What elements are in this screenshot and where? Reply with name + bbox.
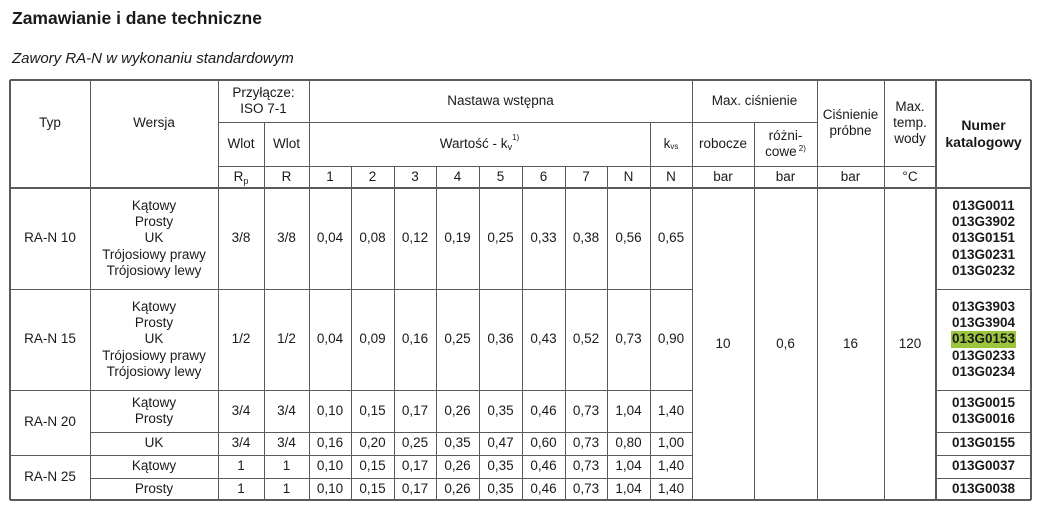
kv-text: 0,33: [530, 230, 557, 246]
unit-setting-4: [436, 166, 479, 188]
wlot-rp-value: [218, 188, 264, 289]
wlot-r-value: [264, 432, 309, 455]
kvs-text: 1,00: [657, 435, 685, 451]
kv-text: 0,73: [572, 402, 600, 418]
catalog-number: 013G0016: [951, 411, 1016, 426]
kv-text: 0,43: [530, 331, 557, 347]
version-label: Prosty: [134, 411, 174, 426]
kv-value-5: [479, 390, 522, 432]
kv-value-N: [607, 432, 650, 455]
kv-text: 0,16: [316, 435, 344, 451]
header-cisnienie-line2: próbne: [829, 123, 872, 138]
catalog-numbers-cell: [936, 390, 1031, 432]
catalog-numbers-cell: [936, 432, 1031, 455]
kvs-value: [650, 432, 692, 455]
unit-temp-label: °C: [902, 168, 918, 184]
version-label: Kątowy: [131, 198, 177, 214]
wlot-rp-text: 1: [237, 480, 245, 496]
catalog-number: 013G0037: [951, 458, 1016, 474]
kv-value-1: [309, 390, 351, 432]
kv-value-N: [607, 188, 650, 289]
kv-value-1: [309, 188, 351, 289]
kvs-text: 1,40: [657, 480, 685, 496]
wlot-r-value: [264, 289, 309, 390]
kv-text: 0,15: [359, 402, 386, 418]
catalog-numbers-cell: [936, 289, 1031, 390]
kv-text: 0,09: [359, 331, 386, 347]
header-wartosc-sub: v: [507, 141, 513, 152]
catalog-number: 013G3902: [951, 214, 1016, 230]
versions-cell: [90, 188, 218, 289]
catalog-number: 013G0038: [951, 480, 1016, 496]
header-wersja: [90, 80, 218, 166]
unit-setting-6: [522, 166, 565, 188]
kv-text: 0,04: [316, 331, 344, 347]
unit-setting-2: [351, 166, 394, 188]
kv-value-5: [479, 455, 522, 478]
kv-text: 1,04: [615, 402, 642, 418]
header-roznicowe-line1: różni-: [768, 127, 803, 143]
kvs-value: [650, 455, 692, 478]
kv-value-7: [565, 289, 607, 390]
unit-setting-label: 6: [539, 168, 548, 184]
header-wlot-rp-label: Wlot: [227, 135, 255, 151]
wlot-rp-value: [218, 432, 264, 455]
header-przylacze-line1: Przyłącze:: [232, 84, 295, 100]
kv-text: 0,25: [401, 435, 429, 451]
unit-setting-5: [479, 166, 522, 188]
kv-text: 0,73: [572, 480, 600, 496]
header-maxtemp-line3: wody: [894, 131, 926, 147]
kv-text: 0,46: [530, 458, 557, 474]
kv-value-7: [565, 478, 607, 500]
shared-temp: [884, 188, 936, 500]
header-przylacze-line2: ISO 7-1: [240, 101, 287, 116]
wlot-r-text: 1: [282, 480, 291, 496]
kv-text: 0,52: [572, 331, 600, 347]
kv-value-2: [351, 478, 394, 500]
unit-r-label: R: [281, 168, 292, 184]
catalog-number: 013G3904: [951, 315, 1016, 331]
shared-temp-value: 120: [898, 335, 922, 351]
kv-text: 0,25: [444, 331, 471, 347]
kv-text: 0,10: [316, 402, 344, 418]
version-label: Prosty: [134, 214, 174, 230]
unit-temp: [884, 166, 936, 188]
header-roznicowe-line2: [765, 144, 806, 160]
kv-value-6: [522, 188, 565, 289]
kv-text: 0,80: [615, 435, 642, 451]
catalog-number: 013G0234: [951, 363, 1016, 379]
kv-value-6: [522, 289, 565, 390]
kvs-value: [650, 188, 692, 289]
versions-cell: [90, 455, 218, 478]
kv-text: 0,26: [444, 402, 471, 418]
header-wartosc-kv: [309, 122, 650, 166]
version-label: Trójosiowy prawy: [102, 347, 206, 363]
header-nastawa-label: Nastawa wstępna: [447, 92, 554, 108]
kv-value-2: [351, 432, 394, 455]
header-wlot-r-label: Wlot: [273, 135, 300, 151]
kv-value-3: [394, 455, 436, 478]
kv-value-4: [436, 188, 479, 289]
typ-ra-n-15: [10, 289, 90, 390]
kv-value-7: [565, 188, 607, 289]
kv-value-6: [522, 478, 565, 500]
kv-text: 0,10: [316, 480, 344, 496]
kv-value-6: [522, 390, 565, 432]
versions-cell: [90, 390, 218, 432]
wlot-r-text: 3/4: [277, 435, 296, 451]
kv-value-N: [607, 289, 650, 390]
kv-text: 0,26: [444, 458, 471, 474]
header-maxtemp-line1: Max.: [895, 98, 925, 114]
unit-robocze: [692, 166, 754, 188]
kv-text: 0,20: [359, 435, 386, 451]
header-roznicowe: [754, 122, 817, 166]
header-nastawa: [309, 80, 692, 122]
typ-ra-n-25: [10, 455, 90, 500]
kv-value-5: [479, 432, 522, 455]
wlot-r-value: [264, 390, 309, 432]
kv-value-3: [394, 478, 436, 500]
header-max-cisnienie: [692, 80, 817, 122]
kv-value-3: [394, 289, 436, 390]
unit-setting-3: [394, 166, 436, 188]
wlot-rp-text: 1: [237, 458, 245, 474]
kv-value-1: [309, 432, 351, 455]
version-label: Kątowy: [131, 299, 177, 315]
kvs-text: 0,90: [657, 331, 685, 347]
kv-value-2: [351, 188, 394, 289]
unit-rp: [218, 166, 264, 188]
kv-value-6: [522, 432, 565, 455]
catalog-number: 013G0232: [951, 262, 1016, 278]
kv-text: 0,19: [444, 230, 471, 246]
kvs-text: 1,40: [657, 458, 685, 474]
table-subtitle: Zawory RA-N w wykonaniu standardowym: [12, 50, 294, 67]
kv-value-4: [436, 478, 479, 500]
version-label: Prosty: [134, 480, 174, 496]
kv-value-4: [436, 432, 479, 455]
header-roznicowe-word: cowe: [765, 144, 797, 159]
catalog-number: 013G0015: [951, 394, 1016, 410]
kv-value-3: [394, 188, 436, 289]
kv-value-5: [479, 289, 522, 390]
unit-setting-label: 4: [453, 168, 462, 184]
header-kvs-label: k: [663, 135, 671, 151]
kv-value-3: [394, 432, 436, 455]
unit-r: [264, 166, 309, 188]
kv-text: 0,47: [487, 435, 514, 451]
header-numer-line1: Numer: [961, 117, 1006, 134]
header-kvs-sub: vs: [670, 142, 679, 152]
header-robocze: [692, 122, 754, 166]
header-wlot-rp: [218, 122, 264, 166]
kv-value-N: [607, 478, 650, 500]
kv-text: 0,73: [572, 458, 600, 474]
shared-robocze: [692, 188, 754, 500]
catalog-numbers-cell: [936, 188, 1031, 289]
kv-text: 0,56: [615, 230, 642, 246]
unit-rp-label: R: [233, 168, 244, 184]
unit-kvs: [650, 166, 692, 188]
page-title: Zamawianie i dane techniczne: [12, 8, 262, 28]
kv-text: 0,60: [530, 435, 557, 451]
kv-text: 0,26: [444, 480, 471, 496]
header-wlot-r: [264, 122, 309, 166]
unit-setting-label: 3: [411, 168, 419, 184]
wlot-rp-text: 3/8: [231, 230, 251, 246]
catalog-numbers-cell: [936, 455, 1031, 478]
kv-text: 0,16: [401, 331, 429, 347]
unit-setting-7: [565, 166, 607, 188]
kv-value-N: [607, 455, 650, 478]
catalog-number: 013G0011: [952, 198, 1015, 214]
kv-value-4: [436, 289, 479, 390]
wlot-rp-value: [218, 455, 264, 478]
unit-kvs-label: N: [666, 168, 676, 184]
kv-value-4: [436, 455, 479, 478]
wlot-r-text: 1/2: [277, 331, 296, 347]
kv-text: 0,15: [359, 458, 386, 474]
header-kvs: [650, 122, 692, 166]
header-max-temp: [884, 80, 936, 166]
wlot-rp-text: 1/2: [231, 331, 251, 347]
wlot-rp-value: [218, 390, 264, 432]
versions-cell: [90, 478, 218, 500]
kv-text: 0,35: [487, 402, 514, 418]
unit-cisnienie-label: bar: [840, 168, 861, 184]
unit-cisnienie: [817, 166, 884, 188]
kvs-value: [650, 390, 692, 432]
wlot-r-text: 3/8: [277, 230, 296, 246]
unit-setting-N: [607, 166, 650, 188]
kv-value-2: [351, 455, 394, 478]
versions-cell: [90, 432, 218, 455]
kv-text: 0,17: [401, 458, 429, 474]
header-robocze-label: robocze: [698, 135, 748, 151]
version-label: Kątowy: [131, 394, 177, 410]
kv-text: 0,15: [359, 480, 386, 496]
version-label: UK: [144, 331, 164, 347]
catalog-number: 013G0155: [951, 435, 1016, 451]
catalog-number: 013G0231: [951, 246, 1016, 262]
kv-text: 0,04: [316, 230, 344, 246]
shared-roznicowe-value: 0,6: [776, 335, 795, 351]
unit-setting-label: 1: [326, 168, 334, 184]
kv-text: 0,10: [316, 458, 344, 474]
kv-text: 0,73: [572, 435, 600, 451]
catalog-number: 013G3903: [951, 299, 1016, 315]
typ-label: RA-N 10: [24, 230, 76, 246]
kv-value-5: [479, 478, 522, 500]
kv-value-4: [436, 390, 479, 432]
kv-text: 0,46: [530, 480, 557, 496]
catalog-numbers-cell: [936, 478, 1031, 500]
header-maxtemp-line2: temp.: [893, 114, 927, 130]
kvs-value: [650, 289, 692, 390]
wlot-rp-value: [218, 478, 264, 500]
catalog-number: 013G0151: [951, 230, 1016, 246]
kv-value-3: [394, 390, 436, 432]
kv-text: 0,25: [487, 230, 514, 246]
typ-label: RA-N 15: [24, 331, 76, 347]
kv-text: 0,12: [401, 230, 429, 246]
header-typ: [10, 80, 90, 166]
header-max-cisnienie-label: Max. ciśnienie: [711, 92, 798, 108]
kv-text: 0,36: [487, 331, 514, 347]
unit-robocze-label: bar: [713, 168, 733, 184]
unit-rp-sub: p: [243, 175, 249, 186]
unit-setting-label: 5: [496, 168, 505, 184]
kvs-text: 1,40: [657, 402, 685, 418]
header-wartosc-footnote: 1): [512, 133, 520, 143]
unit-setting-1: [309, 166, 351, 188]
kv-value-N: [607, 390, 650, 432]
version-label: UK: [144, 230, 164, 246]
header-przylacze: [218, 80, 309, 122]
kvs-value: [650, 478, 692, 500]
wlot-rp-text: 3/4: [231, 435, 251, 451]
unit-setting-label: N: [623, 168, 634, 184]
kv-text: 0,46: [530, 402, 557, 418]
typ-label: RA-N 25: [24, 469, 76, 485]
catalog-number-highlighted: 013G0153: [951, 331, 1016, 347]
version-label: Kątowy: [131, 458, 177, 474]
header-cisnienie-probne: [817, 80, 884, 166]
kv-value-1: [309, 289, 351, 390]
wlot-rp-text: 3/4: [231, 402, 251, 418]
wlot-r-text: 3/4: [277, 402, 296, 418]
kv-value-1: [309, 455, 351, 478]
wlot-rp-value: [218, 289, 264, 390]
header-typ-label: Typ: [39, 114, 61, 130]
kv-text: 1,04: [615, 458, 642, 474]
unit-setting-label: 7: [582, 168, 590, 184]
typ-label: RA-N 20: [24, 414, 76, 430]
header-numer-line2: katalogowy: [945, 134, 1022, 150]
wlot-r-value: [264, 478, 309, 500]
typ-ra-n-10: [10, 188, 90, 289]
wlot-r-value: [264, 455, 309, 478]
shared-cisnienie: [817, 188, 884, 500]
wlot-r-text: 1: [282, 458, 291, 474]
kv-text: 0,17: [401, 402, 429, 418]
kv-text: 1,04: [615, 480, 642, 496]
kv-value-5: [479, 188, 522, 289]
unit-roznicowe-label: bar: [775, 168, 796, 184]
header-cisnienie-line1: Ciśnienie: [822, 106, 879, 122]
shared-roznicowe: [754, 188, 817, 500]
header-wersja-label: Wersja: [133, 114, 175, 130]
shared-robocze-value: 10: [715, 335, 731, 351]
kv-text: 0,73: [615, 331, 642, 347]
kvs-text: 0,65: [657, 230, 685, 246]
kv-value-1: [309, 478, 351, 500]
kv-text: 0,35: [487, 458, 514, 474]
version-label: Prosty: [134, 315, 174, 331]
kv-text: 0,35: [487, 480, 514, 496]
kv-value-7: [565, 455, 607, 478]
kv-text: 0,38: [572, 230, 600, 246]
kv-value-6: [522, 455, 565, 478]
kv-value-2: [351, 289, 394, 390]
kv-text: 0,08: [359, 230, 386, 246]
header-roznicowe-footnote: 2): [796, 144, 806, 153]
typ-ra-n-20: [10, 390, 90, 455]
kv-value-2: [351, 390, 394, 432]
kv-text: 0,35: [444, 435, 471, 451]
versions-cell: [90, 289, 218, 390]
unit-roznicowe: [754, 166, 817, 188]
version-label: Trójosiowy lewy: [106, 363, 202, 379]
version-label: UK: [144, 435, 164, 451]
kv-text: 0,17: [401, 480, 429, 496]
kv-value-7: [565, 432, 607, 455]
unit-setting-label: 2: [368, 168, 377, 184]
wlot-r-value: [264, 188, 309, 289]
header-numer-katalogowy: [936, 80, 1031, 188]
version-label: Trójosiowy lewy: [106, 262, 202, 278]
version-label: Trójosiowy prawy: [102, 246, 206, 262]
header-wartosc-label: Wartość - k: [439, 135, 508, 151]
shared-cisnienie-value: 16: [842, 335, 859, 351]
catalog-number: 013G0233: [951, 347, 1016, 363]
kv-value-7: [565, 390, 607, 432]
